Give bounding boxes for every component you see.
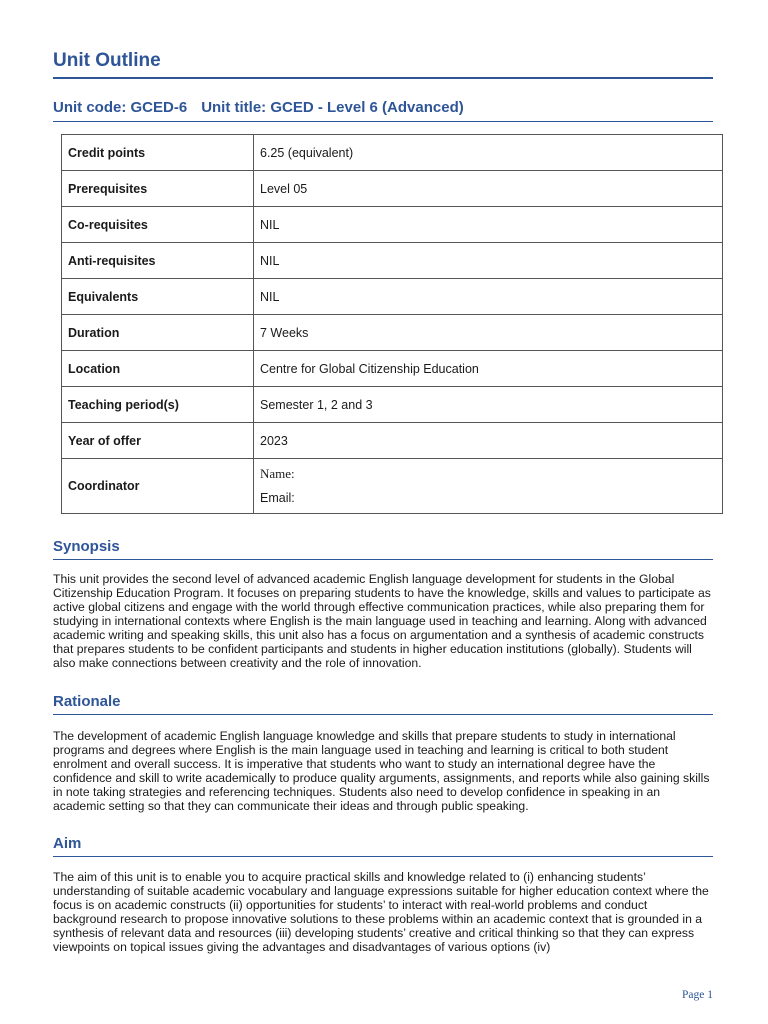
table-row (62, 171, 723, 207)
row-value-co-requisites: NIL (254, 207, 723, 243)
table-row (62, 387, 723, 423)
row-label-anti-requisites: Anti-requisites (62, 243, 254, 279)
row-label-credit-points: Credit points (62, 135, 254, 171)
coordinator-email: Email: (260, 491, 295, 505)
row-value-duration: 7 Weeks (254, 315, 723, 351)
unit-info-table (61, 134, 723, 514)
aim-heading: Aim (53, 834, 713, 857)
table-row (62, 459, 723, 514)
rationale-heading: Rationale (53, 692, 713, 715)
page-title: Unit Outline (53, 49, 713, 79)
table-row (62, 207, 723, 243)
page-number: Page 1 (682, 989, 713, 1001)
row-label-equivalents: Equivalents (62, 279, 254, 315)
aim-text: The aim of this unit is to enable you to acquire practical skills and knowledge related to (i) enhancing students’ understanding of suitable academic vocabulary and language expressions suitable for higher education context where the focus is on academic constructs (ii) opportunities for students’ to interact with real-world problems and conduct background research to propose innovative solutions to these problems within an academic context that is grounded in a synthesis of relevant data and resources (iii) developing students’ creative and critical thinking so that they can express viewpoints on topical issues giving the advantages and disadvantages of various options (iv) (53, 870, 709, 954)
table-row (62, 315, 723, 351)
unit-title: Unit title: GCED - Level 6 (Advanced) (201, 99, 464, 116)
table-row (62, 243, 723, 279)
row-value-equivalents: NIL (254, 279, 723, 315)
unit-heading (53, 98, 713, 122)
row-value-location: Centre for Global Citizenship Education (254, 351, 723, 387)
row-label-duration: Duration (62, 315, 254, 351)
coordinator-name: Name: (260, 466, 295, 481)
table-row (62, 279, 723, 315)
unit-code: Unit code: GCED-6 (53, 99, 188, 116)
row-label-year-of-offer: Year of offer (62, 423, 254, 459)
row-value-anti-requisites: NIL (254, 243, 723, 279)
row-value-credit-points: 6.25 (equivalent) (254, 135, 723, 171)
rationale-text: The development of academic English language knowledge and skills that prepare students to study in international programs and degrees where English is the main language used in teaching and learning is critical to both student enrolment and overall success. It is imperative that students who want to study an international degree have the confidence and skill to write academically to produce quality arguments, assignments, and reports while also gaining skills in note taking strategies and referencing techniques. Students also need to develop confidence in speaking in an academic setting so that they can communicate their ideas and through public speaking. (53, 729, 710, 813)
table-row (62, 351, 723, 387)
row-label-location: Location (62, 351, 254, 387)
synopsis-text: This unit provides the second level of advanced academic English language development for students in the Global Citizenship Education Program. It focuses on preparing students to have the knowledge, skills and values to participate as active global citizens and engage with the world through effective communication practices, while also preparing them for studying in international contexts where English is the main language used in teaching and learning. Along with advanced academic writing and speaking skills, this unit also has a focus on argumentation and a synthesis of academic constructs that prepares students to be confident participants and students in higher education institutions (globally). Students will also make connections between creativity and the role of innovation. (53, 572, 711, 670)
synopsis-heading: Synopsis (53, 537, 713, 560)
row-value-year-of-offer: 2023 (254, 423, 723, 459)
table-row (62, 135, 723, 171)
row-label-co-requisites: Co-requisites (62, 207, 254, 243)
row-value-prerequisites: Level 05 (254, 171, 723, 207)
table-row (62, 423, 723, 459)
row-value-teaching-period: Semester 1, 2 and 3 (254, 387, 723, 423)
row-label-prerequisites: Prerequisites (62, 171, 254, 207)
row-label-coordinator: Coordinator (62, 459, 254, 514)
row-value-coordinator (254, 459, 723, 514)
row-label-teaching-period: Teaching period(s) (62, 387, 254, 423)
